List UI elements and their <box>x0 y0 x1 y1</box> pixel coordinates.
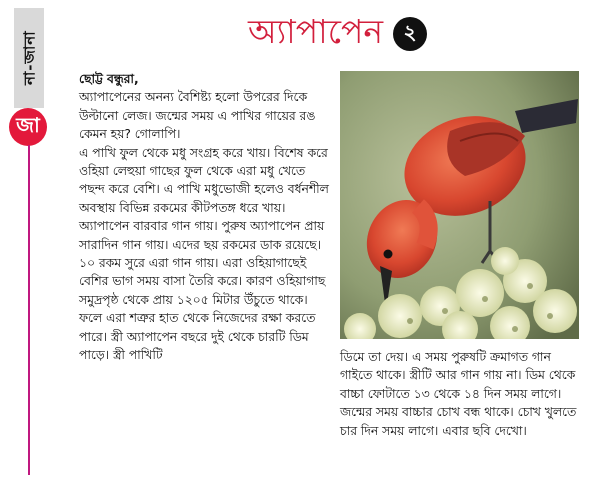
article-paragraph: অ্যাপাপেনের অনন্য বৈশিষ্ট্য হলো উপরের দিকে উল্টানো লেজ। জন্মের সময় এ পাখির গায়ের রঙ কেমন হয়? গোলাপি। <box>79 90 316 142</box>
side-accent-line <box>28 145 30 475</box>
article-paragraph: ডিমে তা দেয়। এ সময় পুরুষটি ক্রমাগত গান গাইতে থাকে। স্ত্রীটি আর গান গায় না। ডিম থেকে বাচ্চা ফোটাতে ১৩ থেকে ১৪ দিন সময় লাগে। জন্মের সময় বাচ্চার চোখ বন্ধ থাকে। চোখ খুলতে চার দিন সময় লাগে। এবার ছবি দেখো। <box>340 350 577 438</box>
article-title: অ্যাপাপেন <box>248 12 384 51</box>
article-left-column <box>79 70 330 365</box>
article-greeting: ছোট্ট বন্ধুরা, <box>79 72 139 86</box>
article-header <box>248 6 427 62</box>
article-right-column <box>340 348 585 440</box>
article-paragraph: অ্যাপাপেন বারবার গান গায়। পুরুষ অ্যাপাপেন প্রায় সারাদিন গান গায়। এদের ছয় রকমের ডাক রয়েছে। ১০ রকম সুরে এরা গান গায়। এরা ওহিয়াগাছেই বেশির ভাগ সময় বাসা তৈরি করে। কারণ ওহিয়াগাছ সমুদ্রপৃষ্ঠ থেকে প্রায় ১২০৫ মিটার উঁচুতে থাকে। ফলে এরা শত্রুর হাত থেকে নিজেদের রক্ষা করতে পারে। স্ত্রী অ্যাপাপেন বছরে দুই থেকে চারটি ডিম পাড়ে। স্ত্রী পাখিটি <box>79 219 326 363</box>
section-label: না-জানা <box>20 30 39 86</box>
bird-photo <box>340 71 579 339</box>
article-paragraph: এ পাখি ফুল থেকে মধু সংগ্রহ করে খায়। বিশেষ করে ওহিয়া লেহুয়া গাছের ফুল থেকে এরা মধু খেতে পছন্দ করে বেশি। এ পাখি মধুভোজী হলেও বর্ধনশীল অবস্থায় বিভিন্ন রকমের কীটপতঙ্গ ধরে খায়। <box>79 145 329 215</box>
article-number-badge: ২ <box>393 17 427 51</box>
section-badge: জা <box>9 108 47 146</box>
